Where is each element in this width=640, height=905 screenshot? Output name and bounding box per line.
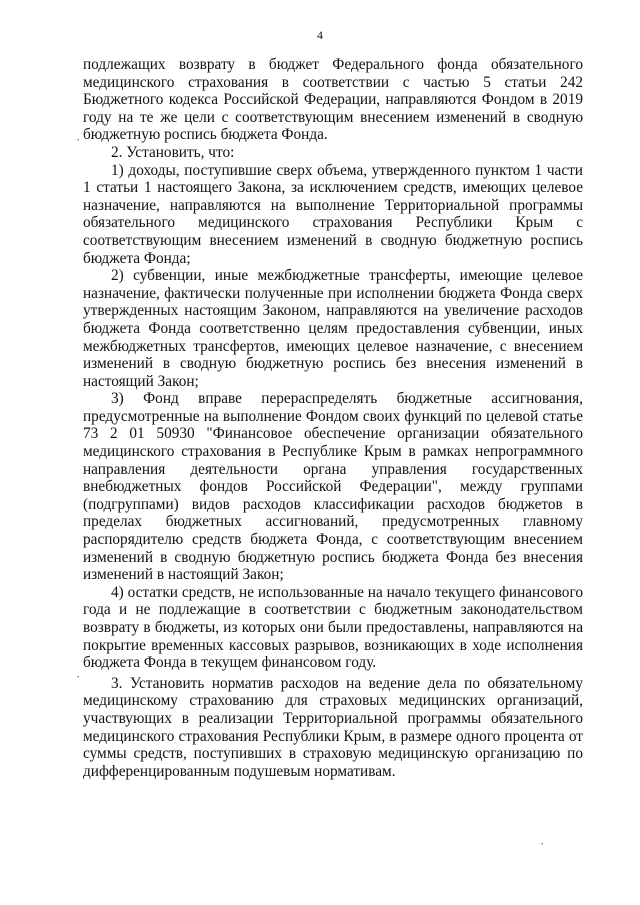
scan-mark: ·	[76, 669, 81, 684]
paragraph-item-4: 4) остатки средств, не использованные на начало текущего финансового года и не подлежащие в соответствии с бюджетным законодательством возврату в бюджеты, из которых они были предоставлены, направляются на покрытие временных кассовых разрывов, возникающих в ходе исполнения бюджета Фонда в текущем финансовом году.	[83, 583, 583, 672]
document-body	[83, 56, 583, 780]
paragraph-clause-2: 2. Установить, что:	[111, 143, 235, 161]
scan-mark: ·	[76, 132, 81, 147]
paragraph-continuation: подлежащих возврату в бюджет Федерального фонда обязательного медицинского страхования в соответствии с частью 5 статьи 242 Бюджетного кодекса Российской Федерации, направляются Фондом в 2019 году на те же цели с соответствующим внесением изменений в сводную бюджетную роспись бюджета Фонда.	[83, 56, 583, 144]
scan-mark: ·	[540, 836, 545, 851]
paragraph-clause-3: 3. Установить норматив расходов на ведение дела по обязательному медицинскому страхованию для страховых медицинских организаций, участвующих в реализации Территориальной программы обязательного медицинского страхования Республики Крым, в размере одного процента от суммы средств, поступивших в страховую медицинскую организацию по дифференцированным подушевым нормативам.	[83, 674, 583, 780]
paragraph-item-1: 1) доходы, поступившие сверх объема, утвержденного пунктом 1 части 1 статьи 1 настоящего Закона, за исключением средств, имеющих целевое назначение, направляются на выполнение Территориальной программы обязательного медицинского страхования Республики Крым с соответствующим внесением изменений в сводную бюджетную роспись бюджета Фонда;	[83, 161, 583, 267]
paragraph-item-2: 2) субвенции, иные межбюджетные трансферты, имеющие целевое назначение, фактически полученные при исполнении бюджета Фонда сверх утвержденных настоящим Законом, направляются на увеличение расходов бюджета Фонда соответственно целям предоставления субвенции, иных межбюджетных трансфертов, имеющих целевое назначение, с внесением изменений в сводную бюджетную роспись без внесения изменений в настоящий Закон;	[83, 267, 583, 390]
page-number: 4	[317, 28, 323, 42]
paragraph-item-3: 3) Фонд вправе перераспределять бюджетные ассигнования, предусмотренные на выполнение Фондом своих функций по целевой статье 73 2 01 50930 "Финансовое обеспечение организации обязательного медицинского страхования в Республике Крым в рамках непрограммного направления деятельности органа управления государственных внебюджетных фондов Российской Федерации", между группами (подгруппами) видов расходов классификации расходов бюджетов в пределах бюджетных ассигнований, предусмотренных главному распорядителю средств бюджета Фонда, с соответствующим внесением изменений в сводную бюджетную роспись бюджета Фонда без внесения изменений в настоящий Закон;	[83, 390, 583, 584]
